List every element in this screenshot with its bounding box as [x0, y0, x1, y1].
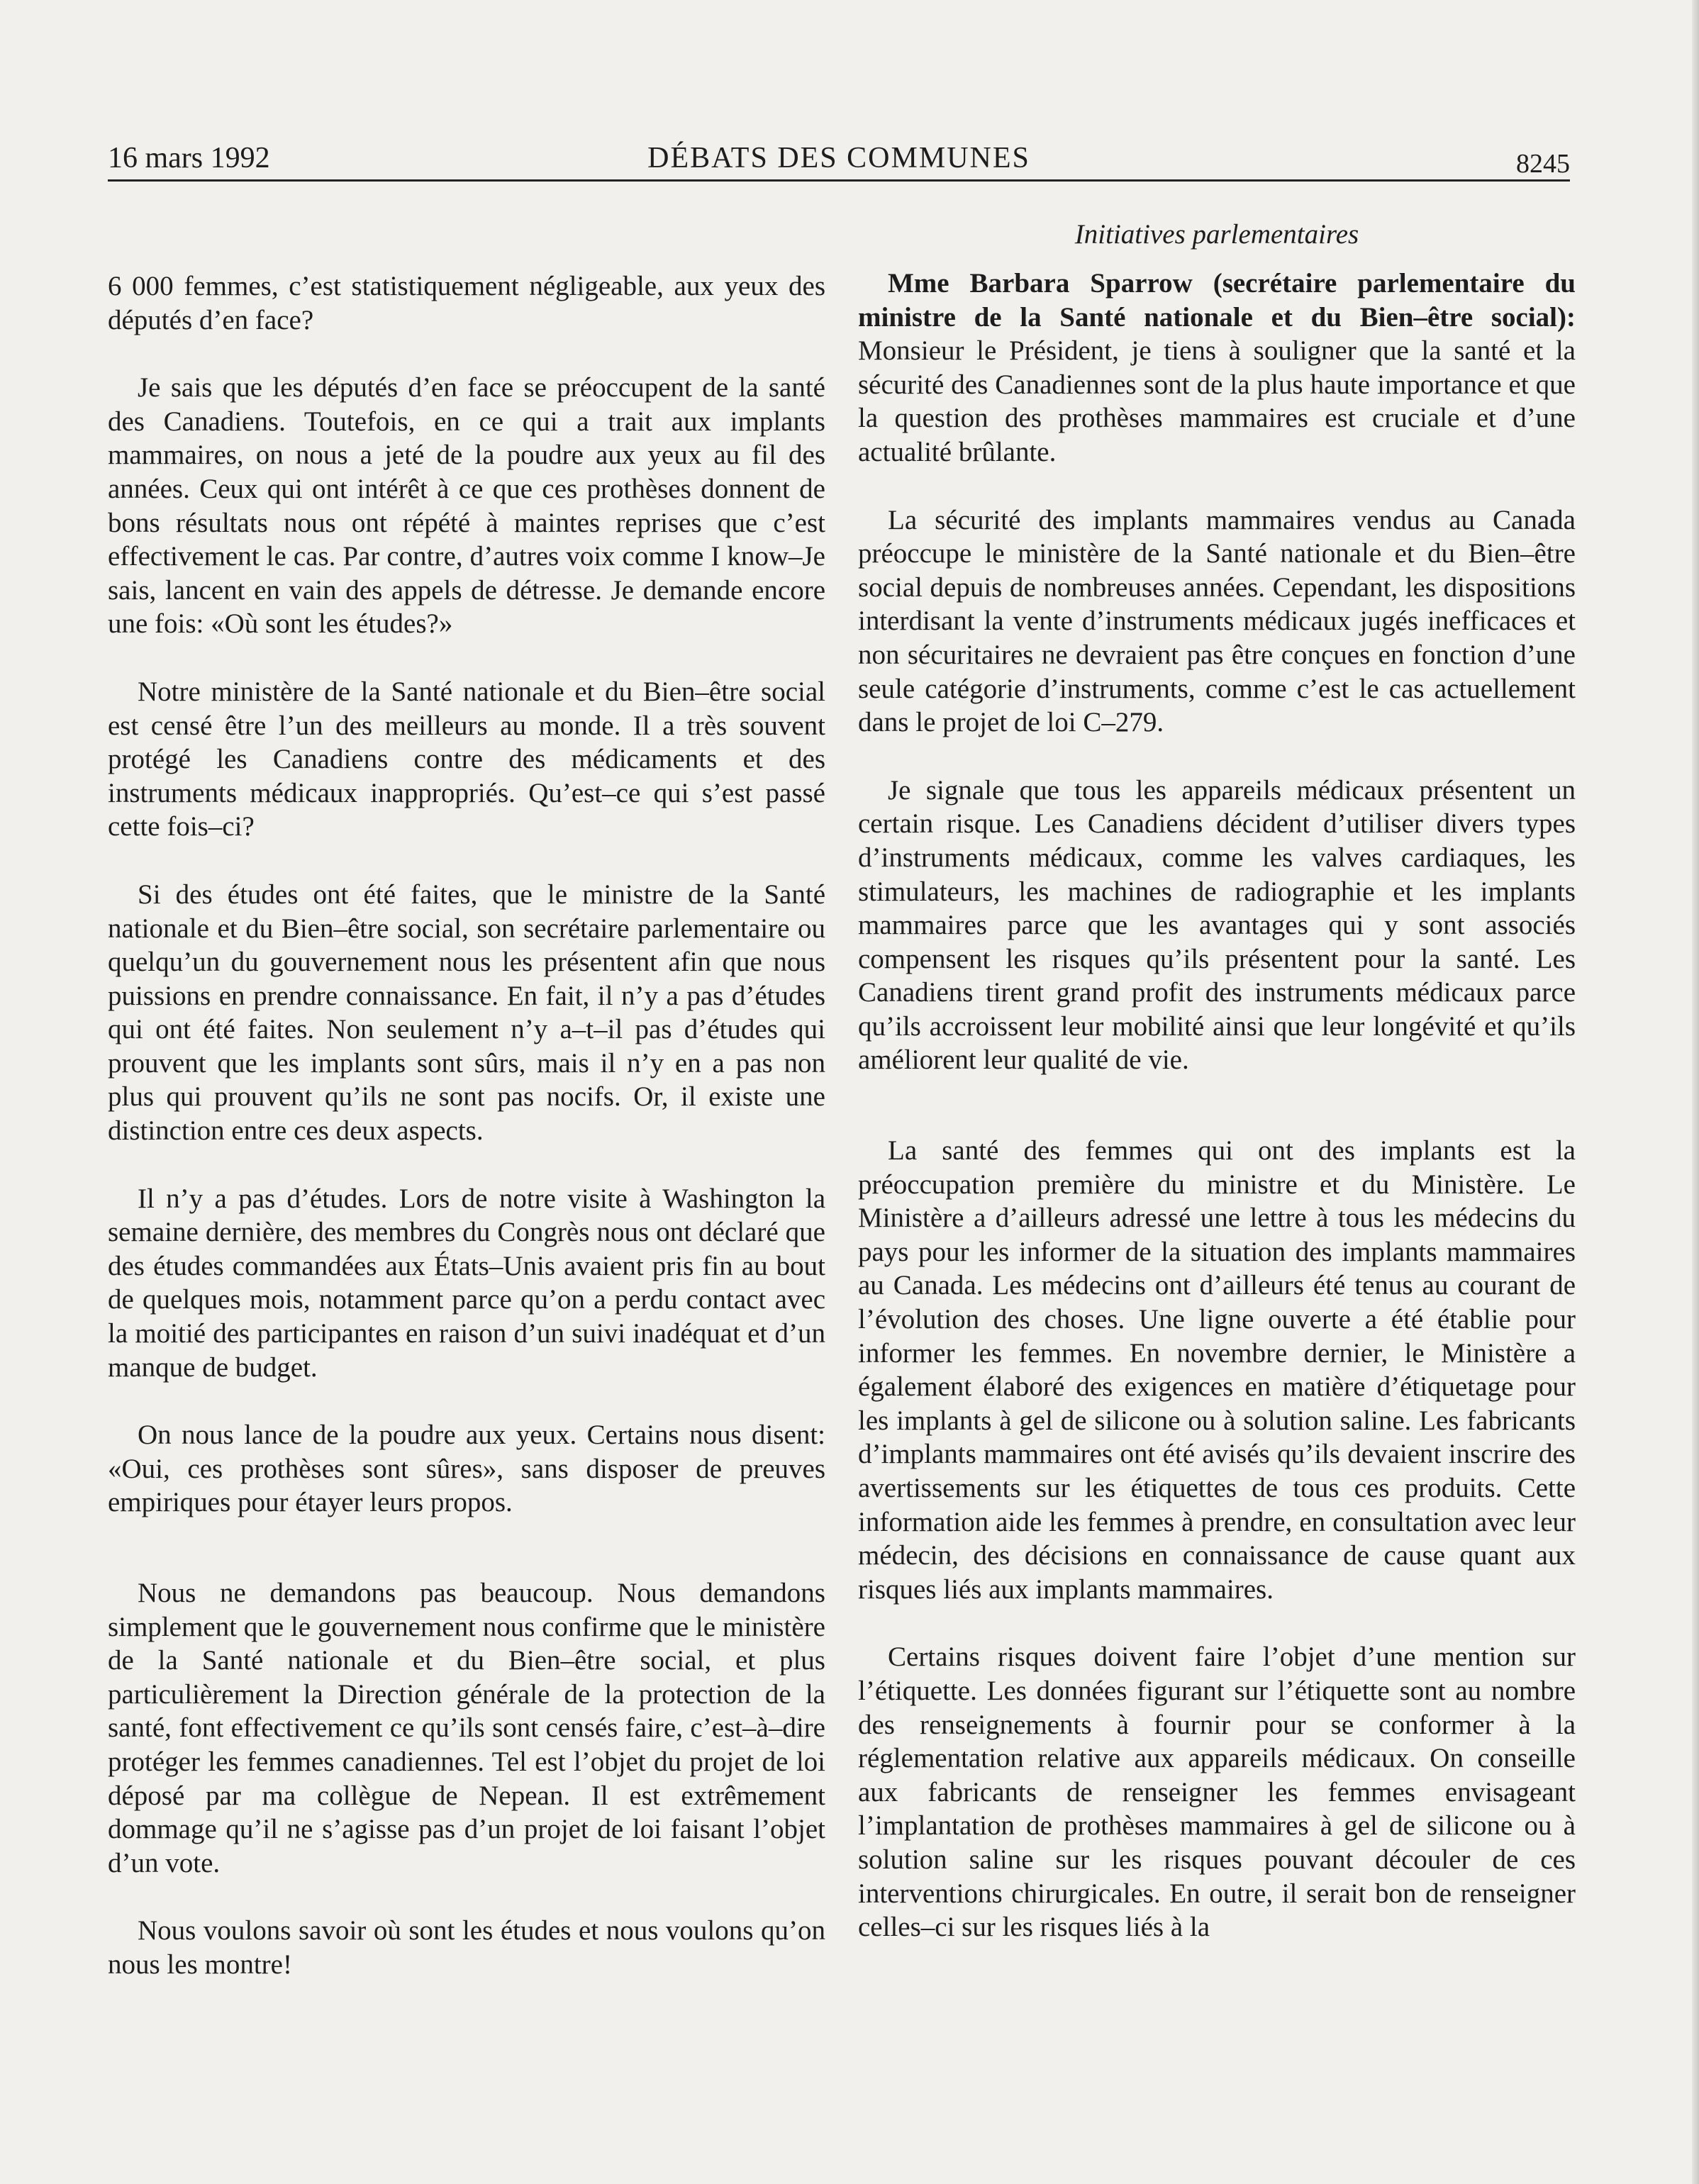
paragraph: Nous voulons savoir où sont les études et nous voulons qu’on nous les montre!: [108, 1915, 825, 1980]
speaker-text: Monsieur le Président, je tiens à souligner que la santé et la sécurité des Canadiennes sont de la plus haute importance et que la question des prothèses mammaires est cruciale et d’une actualité brûlante.: [858, 335, 1576, 467]
paragraph: Je sais que les députés d’en face se préoccupent de la santé des Canadiens. Toutefois, en ce qui a trait aux implants mammaires, on nous a jeté de la poudre aux yeux au fil des années. Ceux qui ont intérêt à ce que ces prothèses donnent de bons résultats nous ont répété à maintes reprises que c’est effectivement le cas. Par contre, d’autres voix comme I know–Je sais, lancent en vain des appels de détresse. Je demande encore une fois: «Où sont les études?»: [108, 372, 825, 640]
paragraph: 6 000 femmes, c’est statistiquement négligeable, aux yeux des députés d’en face?: [108, 271, 825, 335]
right-column: [858, 213, 1576, 1944]
speaker-name: Mme Barbara Sparrow (secrétaire parlementaire du ministre de la Santé nationale et du Bien–être social):: [858, 268, 1576, 333]
header-rule: [108, 179, 1570, 182]
header-date: 16 mars 1992: [108, 142, 270, 174]
paragraph: La sécurité des implants mammaires vendus au Canada préoccupe le ministère de la Santé nationale et du Bien–être social depuis de nombreuses années. Cependant, les dispositions interdisant la vente d’instruments médicaux jugés inefficaces et non sécuritaires ne devraient pas être conçues en fonction d’une seule catégorie d’instruments, comme c’est le cas actuellement dans le projet de loi C–279.: [858, 504, 1576, 738]
paragraph: Il n’y a pas d’études. Lors de notre visite à Washington la semaine dernière, des membres du Congrès nous ont déclaré que des études commandées aux États–Unis avaient pris fin au bout de quelques mois, notamment parce qu’on a perdu contact avec la moitié des participantes en raison d’un suivi inadéquat et d’un manque de budget.: [108, 1183, 825, 1383]
paragraph: La santé des femmes qui ont des implants est la préoccupation première du ministre et du Ministère. Le Ministère a d’ailleurs adressé une lettre à tous les médecins du pays pour les informer de la situation des implants mammaires au Canada. Les médecins ont d’ailleurs été tenus au courant de l’évolution des choses. Une ligne ouverte a été établie pour informer les femmes. En novembre dernier, le Ministère a également élaboré des exigences en matière d’étiquetage pour les implants à gel de silicone ou à solution saline. Les fabricants d’implants mammaires ont été avisés qu’ils devaient inscrire des avertissements sur les étiquettes de tous ces produits. Cette information aide les femmes à prendre, en consultation avec leur médecin, des décisions en connaissance de cause quant aux risques liés aux implants mammaires.: [858, 1135, 1576, 1605]
speaker-paragraph: [858, 267, 1576, 469]
paragraph: On nous lance de la poudre aux yeux. Certains nous disent: «Oui, ces prothèses sont sûres», sans disposer de preuves empiriques pour étayer leurs propos.: [108, 1420, 825, 1518]
paragraph: Je signale que tous les appareils médicaux présentent un certain risque. Les Canadiens décident d’utiliser divers types d’instruments médicaux, comme les valves cardiaques, les stimulateurs, les machines de radiographie et les implants mammaires parce que les avantages qui y sont associés compensent les risques qu’ils présentent pour la santé. Les Canadiens tirent grand profit des instruments médicaux parce qu’ils accroissent leur mobilité ainsi que leur longévité et qu’ils améliorent leur qualité de vie.: [858, 774, 1576, 1076]
paragraph: Notre ministère de la Santé nationale et du Bien–être social est censé être l’un des meilleurs au monde. Il a très souvent protégé les Canadiens contre des médicaments et des instruments médicaux inappropriés. Qu’est–ce qui s’est passé cette fois–ci?: [108, 676, 825, 842]
left-column: [108, 213, 825, 1982]
scan-edge: [1692, 0, 1699, 2184]
header-title: DÉBATS DES COMMUNES: [647, 142, 1030, 174]
paragraph: Nous ne demandons pas beaucoup. Nous demandons simplement que le gouvernement nous confirme que le ministère de la Santé nationale et du Bien–être social, et plus particulièrement la Direction générale de la protection de la santé, font effectivement ce qu’ils sont censés faire, c’est–à–dire protéger les femmes canadiennes. Tel est l’objet du projet de loi déposé par ma collègue de Nepean. Il est extrêmement dommage qu’il ne s’agisse pas d’un projet de loi faisant l’objet d’un vote.: [108, 1578, 825, 1878]
section-label: Initiatives parlementaires: [1074, 219, 1359, 250]
page-header: [108, 138, 1570, 181]
page-number: 8245: [1516, 149, 1570, 179]
paragraph: Certains risques doivent faire l’objet d’une mention sur l’étiquette. Les données figurant sur l’étiquette sont au nombre des renseignements à fournir pour se conformer à la réglementation relative aux appareils médicaux. On conseille aux fabricants de renseigner les femmes envisageant l’implantation de prothèses mammaires à gel de silicone ou à solution saline sur les risques pouvant découler de ces interventions chirurgicales. En outre, il serait bon de renseigner celles–ci sur les risques liés à la: [858, 1642, 1576, 1943]
paragraph: Si des études ont été faites, que le ministre de la Santé nationale et du Bien–être social, son secrétaire parlementaire ou quelqu’un du gouvernement nous les présentent afin que nous puissions en prendre connaissance. En fait, il n’y a pas d’études qui ont été faites. Non seulement n’y a–t–il pas d’études qui prouvent que les implants sont sûrs, mais il n’y en a pas non plus qui prouvent qu’ils ne sont pas nocifs. Or, il existe une distinction entre ces deux aspects.: [108, 879, 825, 1147]
